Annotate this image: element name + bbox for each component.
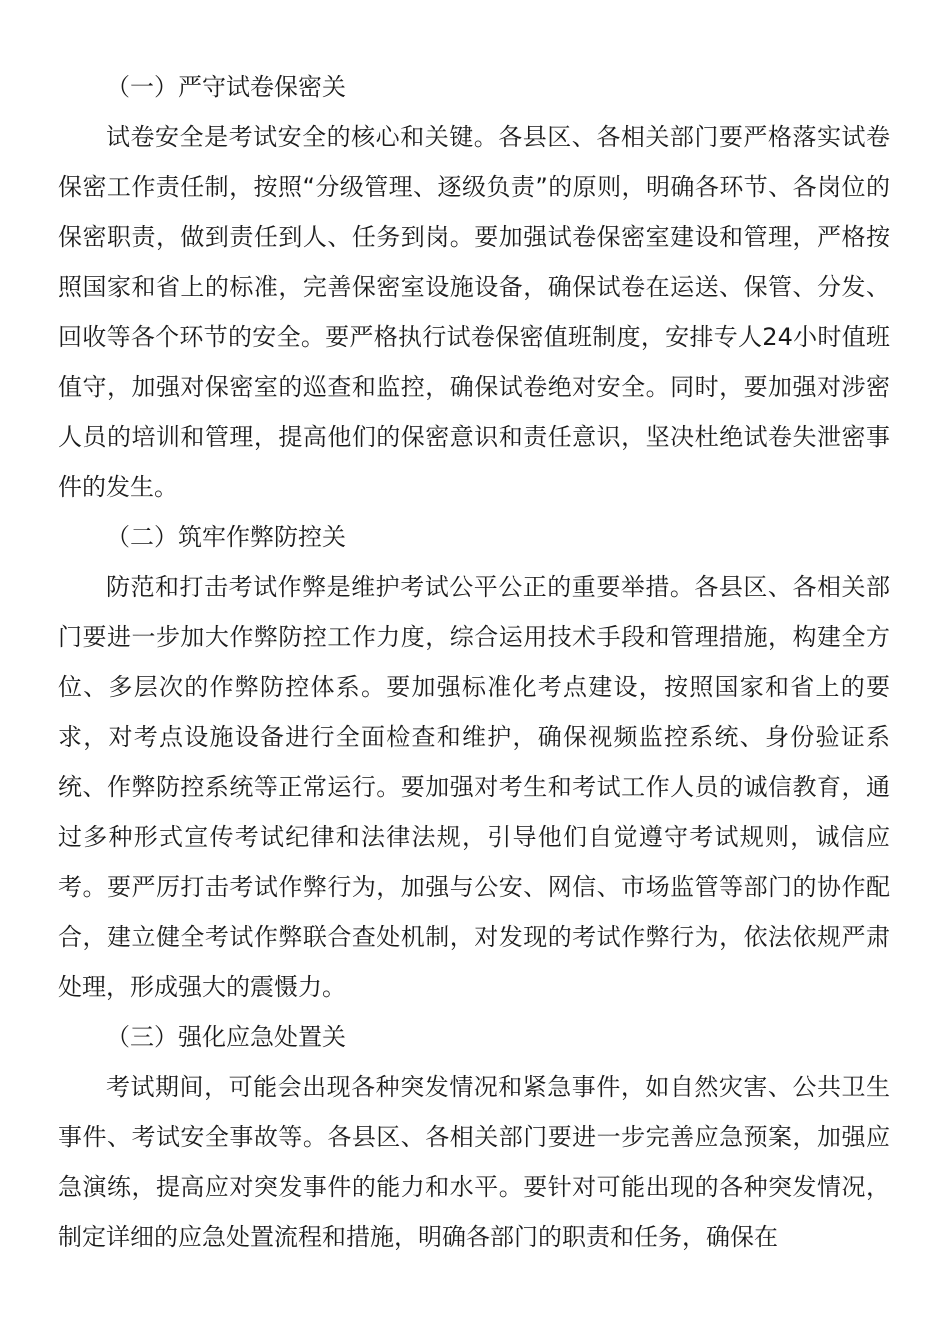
section-body-1: 试卷安全是考试安全的核心和关键。各县区、各相关部门要严格落实试卷保密工作责任制，按照“分级管理、逐级负责”的原则，明确各环节、各岗位的保密职责，做到责任到人、任务到岗。要加强试卷保密室建设和管理，严格按照国家和省上的标准，完善保密室设施设备，确保试卷在运送、保管、分发、回收等各个环节的安全。要严格执行试卷保密值班制度，安排专人24小时值班值守，加强对保密室的巡查和监控，确保试卷绝对安全。同时，要加强对涉密人员的培训和管理，提高他们的保密意识和责任意识，坚决杜绝试卷失泄密事件的发生。: [58, 123, 890, 501]
section-body-3: 考试期间，可能会出现各种突发情况和紧急事件，如自然灾害、公共卫生事件、考试安全事故等。各县区、各相关部门要进一步完善应急预案，加强应急演练，提高应对突发事件的能力和水平。要针对可能出现的各种突发情况，制定详细的应急处置流程和措施，明确各部门的职责和任务，确保在: [58, 1073, 890, 1251]
section-heading-2: （二）筑牢作弊防控关: [106, 523, 346, 551]
section-heading-3: （三）强化应急处置关: [106, 1023, 346, 1051]
section-heading-1: （一）严守试卷保密关: [106, 73, 346, 101]
section-body-2: 防范和打击考试作弊是维护考试公平公正的重要举措。各县区、各相关部门要进一步加大作弊防控工作力度，综合运用技术手段和管理措施，构建全方位、多层次的作弊防控体系。要加强标准化考点建设，按照国家和省上的要求，对考点设施设备进行全面检查和维护，确保视频监控系统、身份验证系统、作弊防控系统等正常运行。要加强对考生和考试工作人员的诚信教育，通过多种形式宣传考试纪律和法律法规，引导他们自觉遵守考试规则，诚信应考。要严厉打击考试作弊行为，加强与公安、网信、市场监管等部门的协作配合，建立健全考试作弊联合查处机制，对发现的考试作弊行为，依法依规严肃处理，形成强大的震慑力。: [58, 573, 890, 1001]
document-page: [58, 62, 890, 1262]
